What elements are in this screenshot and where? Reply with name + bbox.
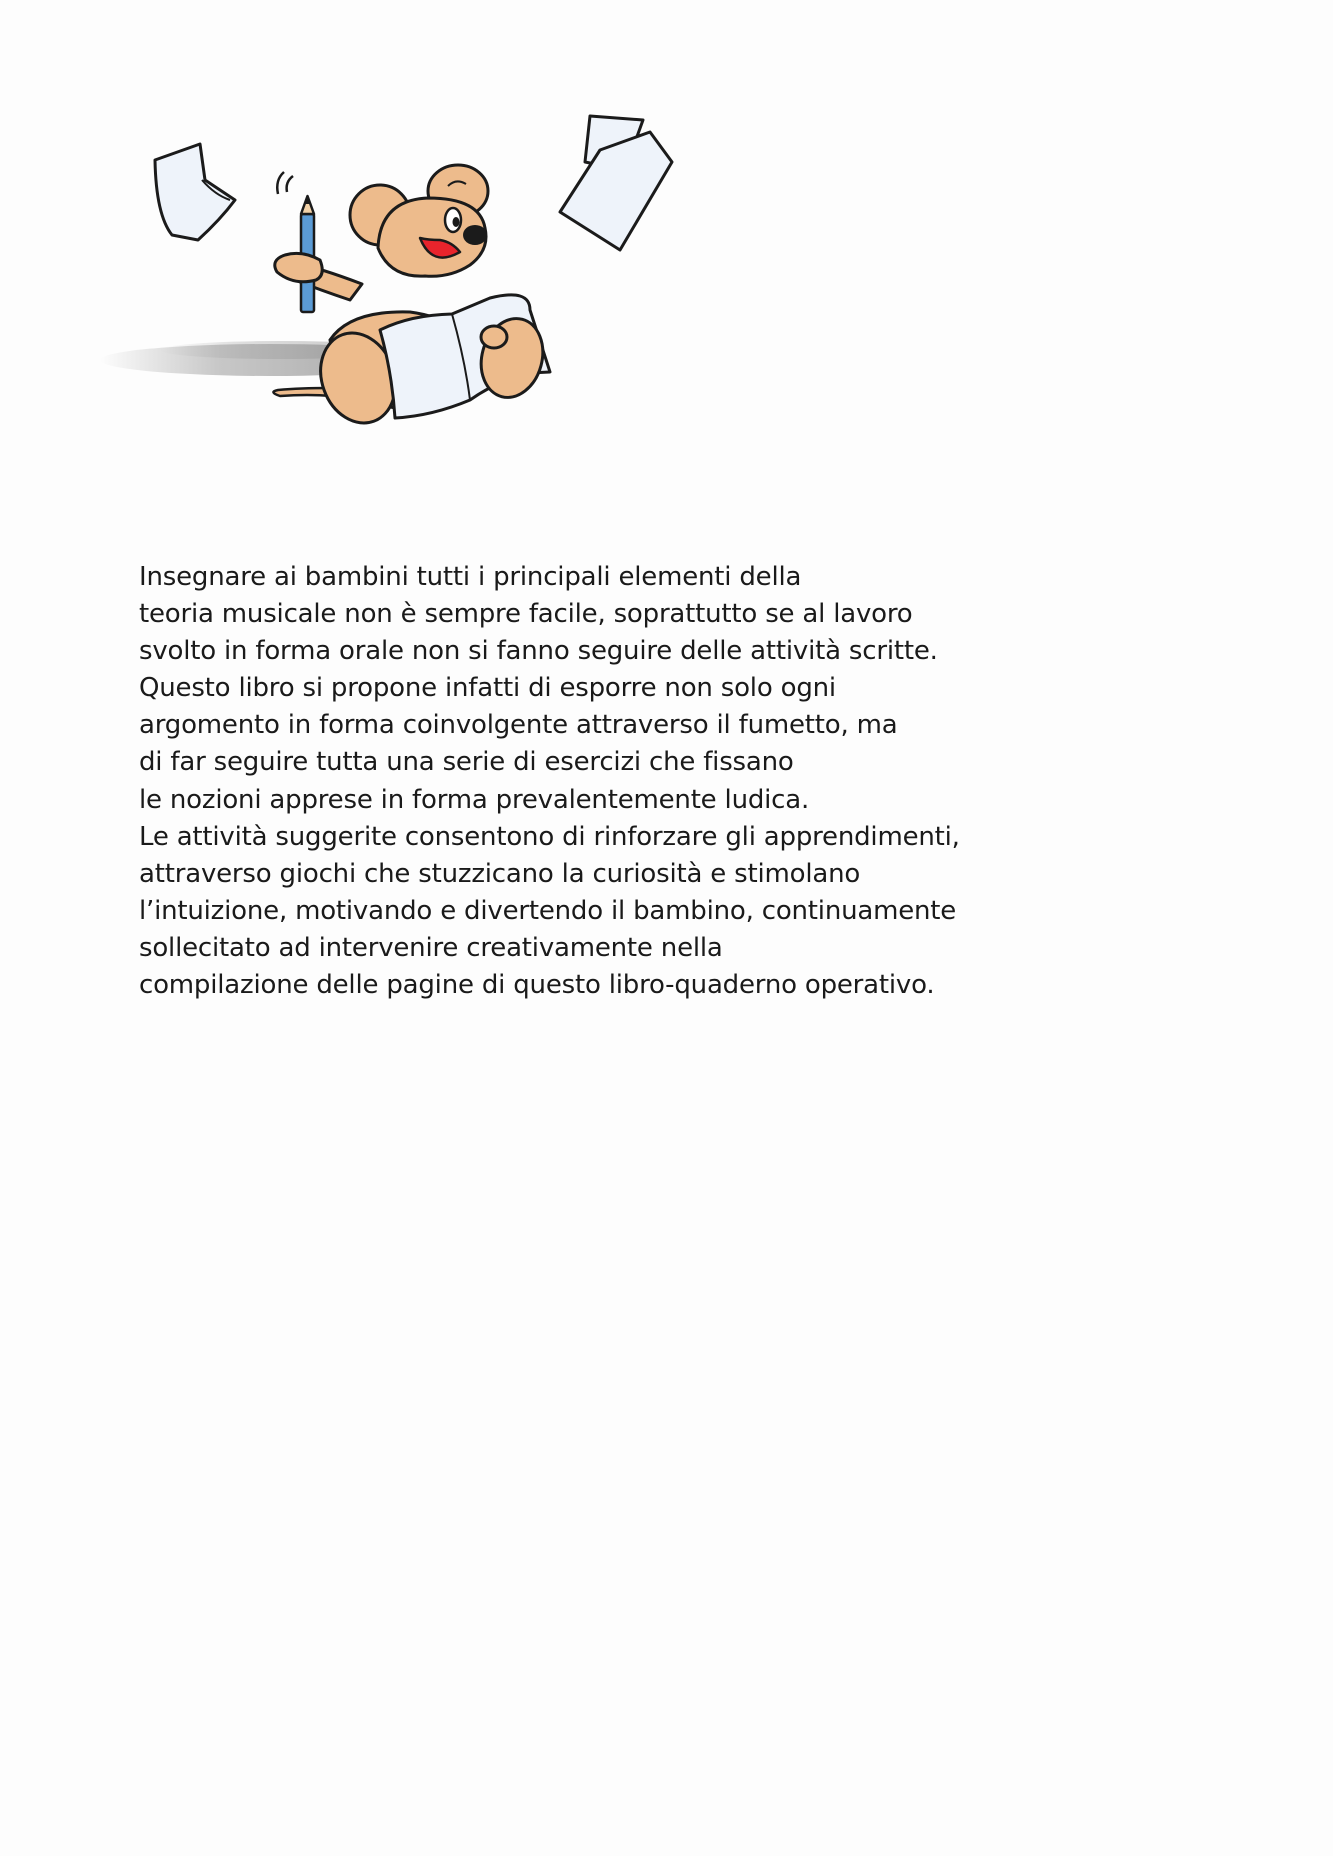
intro-line: le nozioni apprese in forma prevalentemente ludica. bbox=[139, 784, 810, 815]
intro-line: compilazione delle pagine di questo libro-quaderno operativo. bbox=[139, 970, 935, 1001]
mouse-right-hand bbox=[481, 326, 507, 348]
intro-line: argomento in forma coinvolgente attraverso il fumetto, ma bbox=[139, 710, 898, 741]
mouse-illustration bbox=[80, 100, 700, 440]
mouse-nose-icon bbox=[463, 225, 487, 245]
intro-paragraph bbox=[139, 559, 1199, 1004]
intro-line: Insegnare ai bambini tutti i principali elementi della bbox=[139, 562, 802, 592]
mouse-left-hand bbox=[275, 253, 322, 281]
flying-paper-left-icon bbox=[155, 144, 235, 240]
intro-line: attraverso giochi che stuzzicano la curiosità e stimolano bbox=[139, 858, 861, 889]
mouse-eye-icon bbox=[445, 208, 461, 232]
intro-line: sollecitato ad intervenire creativamente nella bbox=[139, 932, 723, 963]
intro-line: Le attività suggerite consentono di rinforzare gli apprendimenti, bbox=[139, 821, 960, 852]
intro-line: di far seguire tutta una serie di esercizi che fissano bbox=[139, 747, 794, 778]
intro-line: l’intuizione, motivando e divertendo il bambino, continuamente bbox=[139, 895, 957, 926]
intro-line: teoria musicale non è sempre facile, soprattutto se al lavoro bbox=[139, 599, 913, 630]
flying-paper-right-icon bbox=[560, 116, 672, 250]
intro-line: svolto in forma orale non si fanno seguire delle attività scritte. bbox=[139, 636, 938, 667]
intro-line: Questo libro si propone infatti di esporre non solo ogni bbox=[139, 673, 836, 704]
motion-lines-icon bbox=[277, 172, 293, 194]
